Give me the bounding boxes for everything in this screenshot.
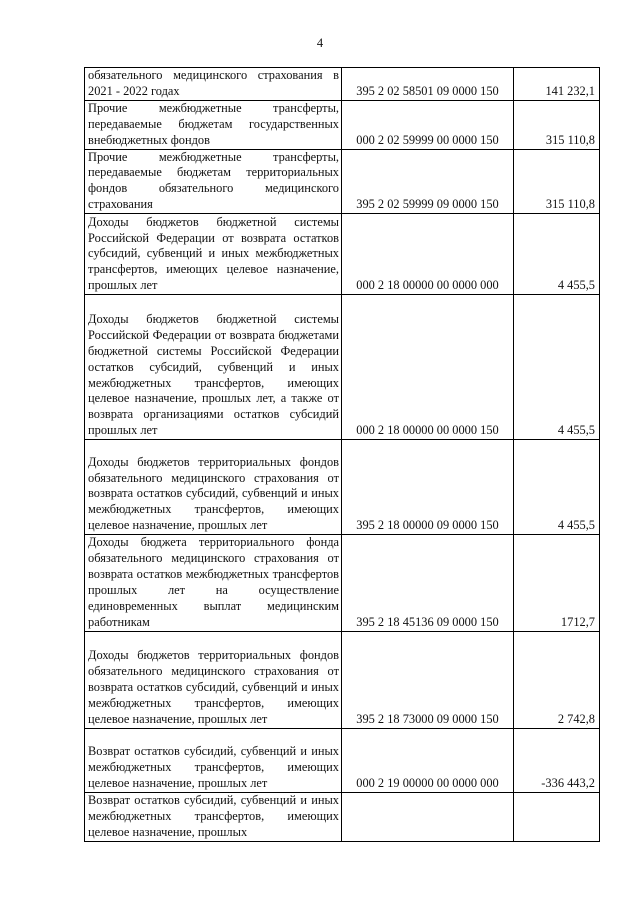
- table-row: [85, 100, 600, 149]
- budget-code-text: 395 2 18 00000 09 0000 150: [356, 518, 499, 533]
- income-name-cell: [85, 295, 342, 440]
- income-name-cell: [85, 440, 342, 535]
- budget-code-text: 395 2 02 59999 09 0000 150: [356, 197, 499, 212]
- income-name-text: Доходы бюджетов территориальных фондов обязательного медицинского страхования от возврата остатков субсидий, субвенций и иных межбюджетных трансфертов, имеющих целевое назначение, прошлых лет: [88, 648, 339, 726]
- amount-cell: [514, 631, 600, 728]
- amount-cell: [514, 792, 600, 841]
- income-name-cell: [85, 535, 342, 631]
- table-row: [85, 149, 600, 214]
- budget-code-text: 395 2 18 45136 09 0000 150: [356, 614, 499, 629]
- table-row: [85, 792, 600, 841]
- amount-text: 141 232,1: [545, 83, 595, 98]
- income-name-cell: [85, 792, 342, 841]
- budget-code-cell: [342, 295, 514, 440]
- budget-code-cell: [342, 728, 514, 792]
- budget-code-text: 000 2 02 59999 00 0000 150: [356, 132, 499, 147]
- amount-cell: [514, 728, 600, 792]
- income-name-text: Возврат остатков субсидий, субвенций и иных межбюджетных трансфертов, имеющих целевое назначение, прошлых: [88, 792, 339, 839]
- income-name-cell: [85, 728, 342, 792]
- budget-code-cell: [342, 149, 514, 214]
- table-row: [85, 295, 600, 440]
- budget-income-table: [84, 67, 600, 842]
- income-name-text: Доходы бюджета территориального фонда обязательного медицинского страхования от возврата остатков межбюджетных трансфертов прошлых лет на осуществление единовременных выплат медицинским работникам: [88, 535, 339, 629]
- budget-code-text: 000 2 18 00000 00 0000 150: [356, 423, 499, 438]
- amount-text: 2 742,8: [557, 711, 595, 726]
- budget-code-cell: [342, 100, 514, 149]
- income-name-cell: [85, 68, 342, 101]
- table-row: [85, 214, 600, 295]
- income-name-text: Возврат остатков субсидий, субвенций и иных межбюджетных трансфертов, имеющих целевое назначение, прошлых лет: [88, 743, 339, 790]
- amount-text: 4 455,5: [557, 518, 595, 533]
- table-row: [85, 631, 600, 728]
- income-name-text: Доходы бюджетов бюджетной системы Российской Федерации от возврата бюджетами бюджетной системы Российской Федерации остатков субсидий, субвенций и иных межбюджетных трансфертов, имеющих целевое назначение, прошлых лет, а также от возврата организациями остатков субсидий прошлых лет: [88, 311, 339, 438]
- income-name-text: Доходы бюджетов территориальных фондов обязательного медицинского страхования от возврата остатков субсидий, субвенций и иных межбюджетных трансфертов, имеющих целевое назначение, прошлых лет: [88, 454, 339, 533]
- budget-code-cell: [342, 440, 514, 535]
- budget-code-text: 395 2 02 58501 09 0000 150: [356, 83, 499, 98]
- income-name-text: обязательного медицинского страхования в 2021 - 2022 годах: [88, 68, 339, 98]
- amount-text: 315 110,8: [545, 132, 595, 147]
- budget-code-cell: [342, 792, 514, 841]
- table-row: [85, 440, 600, 535]
- table-row: [85, 535, 600, 631]
- amount-cell: [514, 68, 600, 101]
- budget-code-cell: [342, 631, 514, 728]
- budget-code-cell: [342, 214, 514, 295]
- budget-code-text: 395 2 18 73000 09 0000 150: [356, 711, 499, 726]
- amount-text: 1712,7: [560, 614, 595, 629]
- amount-text: 4 455,5: [557, 423, 595, 438]
- amount-text: 315 110,8: [545, 197, 595, 212]
- amount-text: 4 455,5: [557, 278, 595, 293]
- income-name-text: Прочие межбюджетные трансферты, передаваемые бюджетам территориальных фондов обязательного медицинского страхования: [88, 149, 339, 212]
- income-name-cell: [85, 631, 342, 728]
- amount-cell: [514, 149, 600, 214]
- budget-code-cell: [342, 68, 514, 101]
- table-row: [85, 728, 600, 792]
- income-name-text: Доходы бюджетов бюджетной системы Российской Федерации от возврата остатков субсидий, субвенций и иных межбюджетных трансфертов, имеющих целевое назначение, прошлых лет: [88, 214, 339, 293]
- amount-cell: [514, 535, 600, 631]
- amount-text: -336 443,2: [541, 775, 595, 790]
- amount-cell: [514, 295, 600, 440]
- page-number: 4: [316, 36, 324, 50]
- income-name-cell: [85, 100, 342, 149]
- income-name-text: Прочие межбюджетные трансферты, передаваемые бюджетам государственных внебюджетных фондов: [88, 100, 339, 147]
- amount-cell: [514, 440, 600, 535]
- budget-code-text: 000 2 19 00000 00 0000 000: [356, 775, 499, 790]
- table-row: [85, 68, 600, 101]
- budget-code-cell: [342, 535, 514, 631]
- budget-code-text: 000 2 18 00000 00 0000 000: [356, 278, 499, 293]
- income-name-cell: [85, 214, 342, 295]
- amount-cell: [514, 100, 600, 149]
- income-name-cell: [85, 149, 342, 214]
- amount-cell: [514, 214, 600, 295]
